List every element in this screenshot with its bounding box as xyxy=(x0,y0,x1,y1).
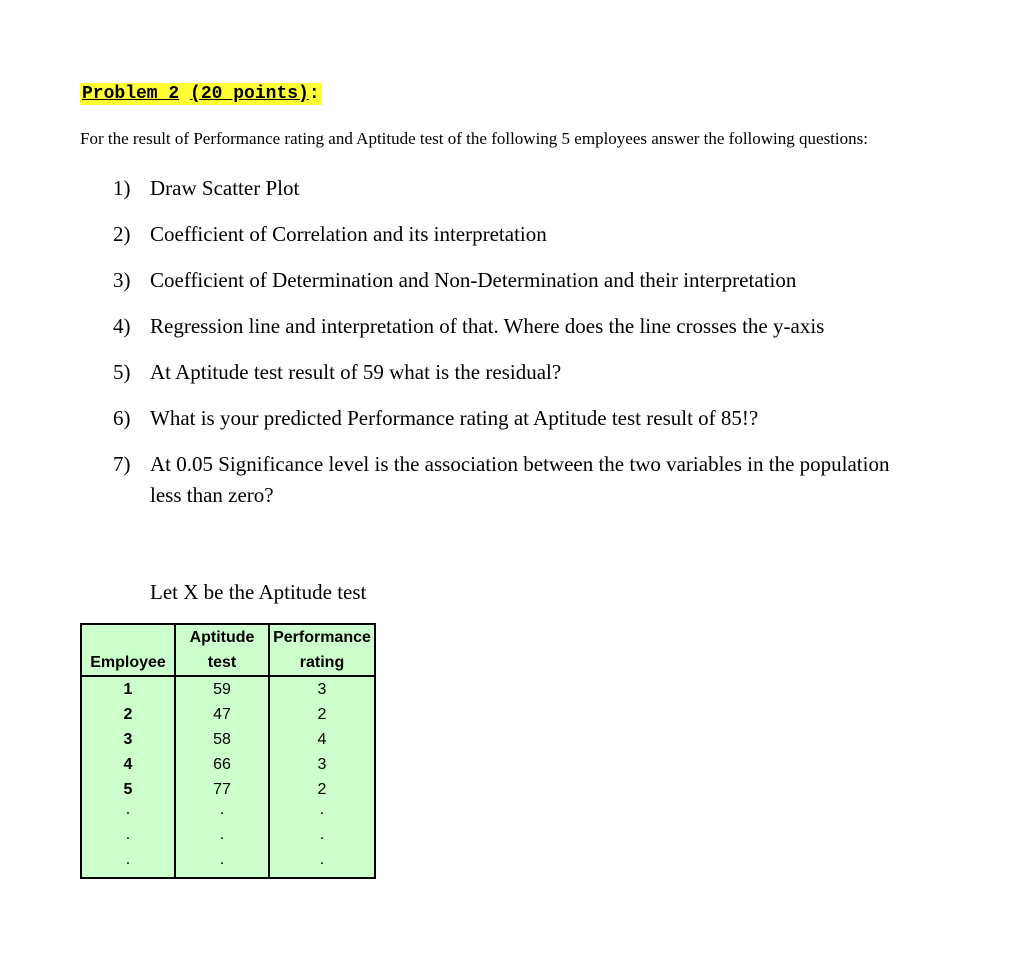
question-list xyxy=(113,173,913,526)
question-item xyxy=(113,265,913,296)
cell-performance: 2 xyxy=(269,702,375,727)
cell-aptitude: 66 xyxy=(175,752,269,777)
question-text: Coefficient of Correlation and its interpretation xyxy=(150,222,547,246)
question-text: Coefficient of Determination and Non-Determination and their interpretation xyxy=(150,268,797,292)
ellipsis-cell: . xyxy=(81,802,175,827)
question-number: 7) xyxy=(113,452,131,476)
table-row xyxy=(81,702,375,727)
ellipsis-cell: . xyxy=(81,827,175,852)
question-item xyxy=(113,449,913,511)
problem-intro: For the result of Performance rating and Aptitude test of the following 5 employees answer the following questions: xyxy=(80,129,868,148)
question-number: 6) xyxy=(113,406,131,430)
cell-performance: 3 xyxy=(269,752,375,777)
table-header-row xyxy=(81,624,375,676)
question-number: 5) xyxy=(113,360,131,384)
ellipsis-row xyxy=(81,852,375,878)
question-text: At Aptitude test result of 59 what is the residual? xyxy=(150,360,562,384)
cell-performance: 3 xyxy=(269,676,375,702)
problem-heading xyxy=(80,83,322,105)
ellipsis-cell: . xyxy=(269,852,375,878)
question-text: Regression line and interpretation of that. Where does the line crosses the y-axis xyxy=(150,314,825,338)
ellipsis-row xyxy=(81,802,375,827)
cell-aptitude: 59 xyxy=(175,676,269,702)
table-row xyxy=(81,752,375,777)
cell-aptitude: 77 xyxy=(175,777,269,802)
question-text: What is your predicted Performance rating at Aptitude test result of 85!? xyxy=(150,406,759,430)
question-number: 4) xyxy=(113,314,131,338)
question-number: 1) xyxy=(113,176,131,200)
ellipsis-cell: . xyxy=(269,802,375,827)
table-row xyxy=(81,777,375,802)
cell-employee: 1 xyxy=(81,676,175,702)
cell-aptitude: 47 xyxy=(175,702,269,727)
question-text: Draw Scatter Plot xyxy=(150,176,300,200)
problem-colon: : xyxy=(308,84,320,104)
data-table xyxy=(80,623,376,879)
header-aptitude-test: Aptitude test xyxy=(175,624,269,676)
ellipsis-cell: . xyxy=(175,802,269,827)
question-item xyxy=(113,173,913,204)
cell-employee: 3 xyxy=(81,727,175,752)
ellipsis-cell: . xyxy=(81,852,175,878)
question-item xyxy=(113,357,913,388)
problem-label: Problem 2 xyxy=(82,84,180,104)
ellipsis-row xyxy=(81,827,375,852)
cell-employee: 4 xyxy=(81,752,175,777)
question-item xyxy=(113,311,913,342)
question-item xyxy=(113,219,913,250)
cell-employee: 5 xyxy=(81,777,175,802)
ellipsis-cell: . xyxy=(269,827,375,852)
ellipsis-cell: . xyxy=(175,827,269,852)
question-number: 3) xyxy=(113,268,131,292)
table-row xyxy=(81,676,375,702)
header-employee: Employee xyxy=(81,624,175,676)
cell-employee: 2 xyxy=(81,702,175,727)
table-row xyxy=(81,727,375,752)
ellipsis-cell: . xyxy=(175,852,269,878)
cell-aptitude: 58 xyxy=(175,727,269,752)
cell-performance: 2 xyxy=(269,777,375,802)
cell-performance: 4 xyxy=(269,727,375,752)
let-x-note: Let X be the Aptitude test xyxy=(150,580,367,604)
question-number: 2) xyxy=(113,222,131,246)
header-performance-rating: Performance rating xyxy=(269,624,375,676)
question-text: At 0.05 Significance level is the association between the two variables in the population less than zero? xyxy=(150,452,890,507)
question-item xyxy=(113,403,913,434)
problem-points: (20 points) xyxy=(190,84,309,104)
